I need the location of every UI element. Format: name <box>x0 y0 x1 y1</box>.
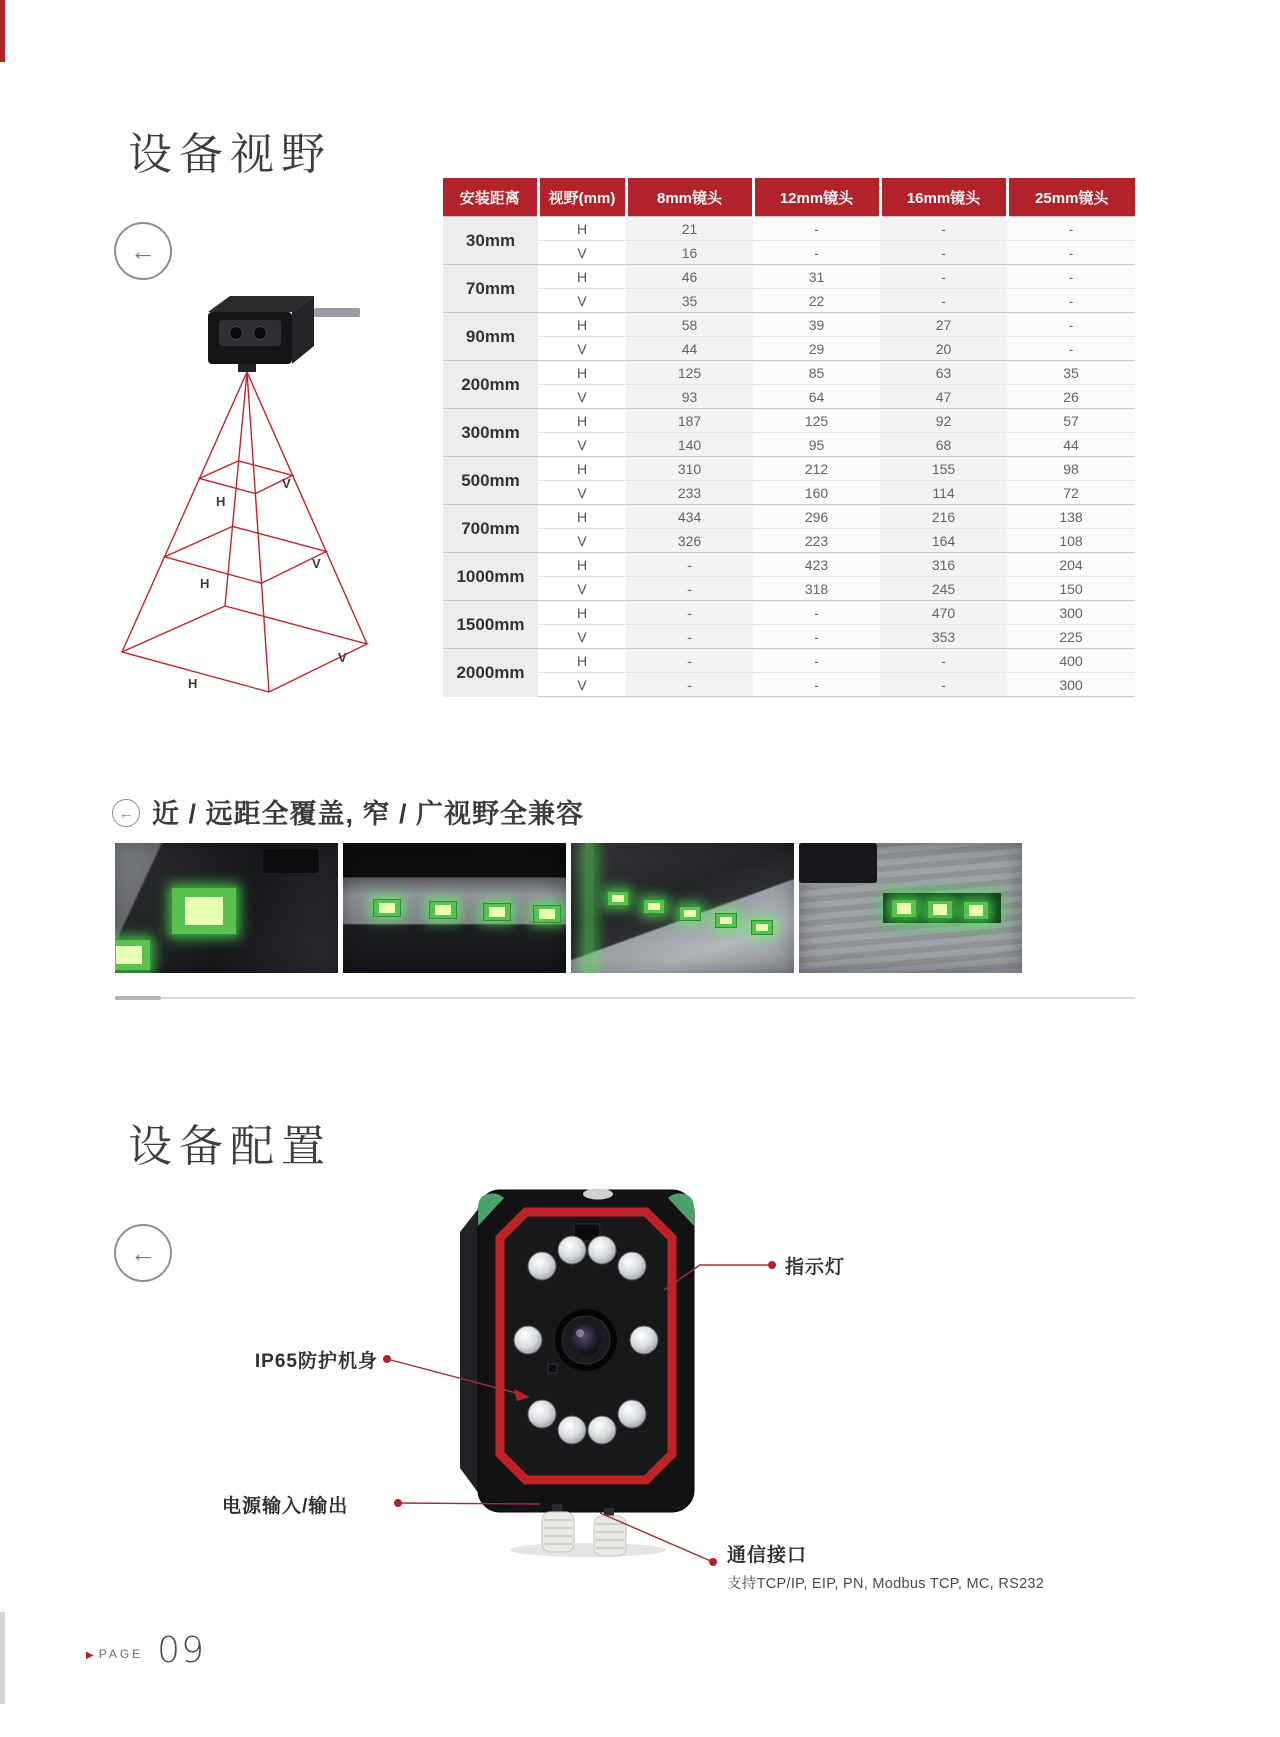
page-footer <box>86 1630 205 1671</box>
comm-callout-dot <box>709 1558 717 1566</box>
fov-value-cell: 125 <box>626 361 753 385</box>
green-target-chip <box>927 900 953 919</box>
green-target-chip <box>751 920 773 935</box>
header-25mm-lens: 25mm镜头 <box>1007 178 1135 217</box>
fov-value-cell: - <box>880 289 1007 313</box>
fov-value-cell: 44 <box>1007 433 1135 457</box>
table-row <box>443 529 1135 553</box>
fov-value-cell: 310 <box>626 457 753 481</box>
fov-value-cell: 326 <box>626 529 753 553</box>
table-row <box>443 505 1135 529</box>
fov-value-cell: 98 <box>1007 457 1135 481</box>
fov-value-cell: 93 <box>626 385 753 409</box>
sample-photo-strip <box>115 843 1022 973</box>
fov-value-cell: 35 <box>626 289 753 313</box>
fov-value-cell: - <box>1007 265 1135 289</box>
table-row <box>443 481 1135 505</box>
top-light <box>583 1189 613 1200</box>
fov-value-cell: 187 <box>626 409 753 433</box>
green-target-chip <box>607 891 629 906</box>
axis-cell: H <box>538 457 626 481</box>
fov-value-cell: 35 <box>1007 361 1135 385</box>
fov-value-cell: 150 <box>1007 577 1135 601</box>
fov-value-cell: 27 <box>880 313 1007 337</box>
fov-value-cell: - <box>1007 241 1135 265</box>
label-h-mid: H <box>200 576 210 591</box>
fov-diagram-svg <box>100 282 420 702</box>
axis-cell: H <box>538 217 626 241</box>
table-row <box>443 625 1135 649</box>
sample-photo-3 <box>571 843 794 973</box>
distance-cell: 2000mm <box>443 649 538 697</box>
table-row <box>443 673 1135 697</box>
axis-cell: H <box>538 313 626 337</box>
fov-value-cell: 400 <box>1007 649 1135 673</box>
fov-value-cell: 47 <box>880 385 1007 409</box>
label-h-near: H <box>216 494 226 509</box>
table-row <box>443 433 1135 457</box>
fov-value-cell: - <box>626 577 753 601</box>
fov-value-cell: - <box>880 241 1007 265</box>
back-arrow-icon <box>114 1224 172 1282</box>
fov-value-cell: 160 <box>753 481 880 505</box>
header-8mm-lens: 8mm镜头 <box>626 178 753 217</box>
fov-value-cell: 95 <box>753 433 880 457</box>
fov-value-cell: - <box>626 553 753 577</box>
fov-value-cell: 300 <box>1007 601 1135 625</box>
label-v-mid: V <box>312 556 321 571</box>
device-render <box>448 1168 708 1558</box>
distance-cell: 90mm <box>443 313 538 361</box>
fov-pyramid-lines <box>122 372 367 692</box>
axis-cell: H <box>538 505 626 529</box>
footer-page-number: 09 <box>157 1630 205 1671</box>
table-row <box>443 457 1135 481</box>
axis-cell: V <box>538 577 626 601</box>
fov-value-cell: 140 <box>626 433 753 457</box>
fov-value-cell: 63 <box>880 361 1007 385</box>
table-row <box>443 265 1135 289</box>
sensor-dot <box>548 1364 557 1373</box>
green-target-chip <box>891 899 917 918</box>
fov-value-cell: 245 <box>880 577 1007 601</box>
axis-cell: H <box>538 409 626 433</box>
axis-cell: V <box>538 625 626 649</box>
page-edge-gray <box>0 1612 5 1704</box>
distance-cell: 70mm <box>443 265 538 313</box>
label-v-far: V <box>338 650 347 665</box>
distance-cell: 1500mm <box>443 601 538 649</box>
distance-cell: 200mm <box>443 361 538 409</box>
fov-value-cell: - <box>753 241 880 265</box>
footer-triangle-icon: ▶ <box>86 1650 94 1661</box>
diagram-camera <box>208 296 360 372</box>
callout-ip65-body: IP65防护机身 <box>254 1351 378 1372</box>
ip65-callout-dot <box>383 1355 391 1363</box>
fov-table <box>443 178 1135 697</box>
fov-value-cell: 85 <box>753 361 880 385</box>
green-target-chip <box>171 887 237 935</box>
distance-cell: 500mm <box>443 457 538 505</box>
callout-power-io: 电源输入/输出 <box>222 1496 349 1517</box>
fov-value-cell: - <box>626 625 753 649</box>
fov-value-cell: - <box>1007 337 1135 361</box>
fov-value-cell: 108 <box>1007 529 1135 553</box>
fov-value-cell: 16 <box>626 241 753 265</box>
axis-cell: H <box>538 553 626 577</box>
fov-value-cell: - <box>880 673 1007 697</box>
axis-cell: H <box>538 601 626 625</box>
green-target-chip <box>679 906 701 921</box>
label-v-near: V <box>282 476 291 491</box>
distance-cell: 300mm <box>443 409 538 457</box>
callout-comm-protocols: 支持TCP/IP, EIP, PN, Modbus TCP, MC, RS232 <box>727 1576 1045 1592</box>
fov-value-cell: 64 <box>753 385 880 409</box>
distance-cell: 1000mm <box>443 553 538 601</box>
table-row <box>443 577 1135 601</box>
distance-cell: 700mm <box>443 505 538 553</box>
axis-cell: V <box>538 241 626 265</box>
page-edge-accent <box>0 0 5 62</box>
fov-value-cell: 423 <box>753 553 880 577</box>
table-row <box>443 217 1135 241</box>
header-install-distance: 安装距离 <box>443 178 538 217</box>
fov-value-cell: 155 <box>880 457 1007 481</box>
front-panel <box>500 1212 672 1480</box>
camera-lens <box>555 1309 617 1371</box>
banner-arrow-icon <box>112 799 140 827</box>
green-target-chip <box>715 913 737 928</box>
config-section-title: 设备配置 <box>128 1122 332 1171</box>
green-target-chip <box>483 903 511 921</box>
sample-photo-4 <box>799 843 1022 973</box>
green-target-chip <box>115 939 151 971</box>
fov-value-cell: 138 <box>1007 505 1135 529</box>
fov-value-cell: - <box>1007 313 1135 337</box>
lens-stub <box>238 364 256 372</box>
table-row <box>443 289 1135 313</box>
fov-value-cell: 125 <box>753 409 880 433</box>
axis-cell: H <box>538 649 626 673</box>
axis-cell: V <box>538 385 626 409</box>
fov-value-cell: - <box>753 625 880 649</box>
fov-value-cell: 57 <box>1007 409 1135 433</box>
header-12mm-lens: 12mm镜头 <box>753 178 880 217</box>
fov-value-cell: - <box>880 649 1007 673</box>
callout-indicator-light: 指示灯 <box>785 1257 846 1278</box>
fov-value-cell: 114 <box>880 481 1007 505</box>
header-16mm-lens: 16mm镜头 <box>880 178 1007 217</box>
fov-value-cell: 223 <box>753 529 880 553</box>
table-row <box>443 337 1135 361</box>
green-target-chip <box>373 899 401 917</box>
fov-value-cell: 22 <box>753 289 880 313</box>
fov-value-cell: 225 <box>1007 625 1135 649</box>
section-divider-cap <box>115 996 161 1000</box>
green-target-chip <box>963 901 989 920</box>
fov-value-cell: 318 <box>753 577 880 601</box>
table-row <box>443 649 1135 673</box>
table-header-row <box>443 178 1135 217</box>
fov-value-cell: 470 <box>880 601 1007 625</box>
fov-section-title: 设备视野 <box>128 130 332 179</box>
fov-value-cell: 58 <box>626 313 753 337</box>
header-fov-mm: 视野(mm) <box>538 178 626 217</box>
diagram-axis-labels <box>188 476 347 691</box>
axis-cell: V <box>538 433 626 457</box>
axis-cell: H <box>538 265 626 289</box>
photo-module <box>263 849 319 873</box>
fov-value-cell: 92 <box>880 409 1007 433</box>
fov-value-cell: 39 <box>753 313 880 337</box>
left-arrow-glyph: ← <box>119 805 133 821</box>
fov-value-cell: 29 <box>753 337 880 361</box>
fov-value-cell: 72 <box>1007 481 1135 505</box>
fov-value-cell: 300 <box>1007 673 1135 697</box>
table-row <box>443 601 1135 625</box>
axis-cell: H <box>538 361 626 385</box>
distance-cell: 30mm <box>443 217 538 265</box>
fov-value-cell: 353 <box>880 625 1007 649</box>
fov-value-cell: 216 <box>880 505 1007 529</box>
fov-value-cell: 68 <box>880 433 1007 457</box>
table-row <box>443 361 1135 385</box>
fov-table-body <box>443 217 1135 697</box>
fov-value-cell: 46 <box>626 265 753 289</box>
fov-value-cell: 233 <box>626 481 753 505</box>
sample-photo-1 <box>115 843 338 973</box>
fov-value-cell: - <box>1007 217 1135 241</box>
fov-value-cell: 316 <box>880 553 1007 577</box>
fov-value-cell: - <box>880 265 1007 289</box>
fov-value-cell: - <box>753 673 880 697</box>
table-row <box>443 385 1135 409</box>
device-render-svg <box>448 1168 708 1558</box>
fov-value-cell: 44 <box>626 337 753 361</box>
photo-module <box>471 847 529 869</box>
fov-value-cell: - <box>753 649 880 673</box>
axis-cell: V <box>538 481 626 505</box>
table-row <box>443 553 1135 577</box>
section-divider <box>115 997 1135 999</box>
green-target-chip <box>429 901 457 919</box>
photo-module <box>799 843 877 883</box>
left-arrow-glyph: ← <box>130 235 156 266</box>
table-row <box>443 241 1135 265</box>
footer-page-label: PAGE <box>98 1647 144 1661</box>
axis-cell: V <box>538 673 626 697</box>
fov-value-cell: 164 <box>880 529 1007 553</box>
fov-value-cell: - <box>880 217 1007 241</box>
table-row <box>443 313 1135 337</box>
fov-diagram <box>100 282 420 702</box>
fov-value-cell: - <box>626 673 753 697</box>
fov-value-cell: 296 <box>753 505 880 529</box>
fov-value-cell: - <box>1007 289 1135 313</box>
fov-value-cell: 26 <box>1007 385 1135 409</box>
banner-caption: 近 / 远距全覆盖, 窄 / 广视野全兼容 <box>152 799 585 829</box>
axis-cell: V <box>538 529 626 553</box>
indicator-callout-dot <box>768 1261 776 1269</box>
power-callout-dot <box>394 1499 402 1507</box>
callout-comm-port: 通信接口 <box>727 1545 808 1566</box>
back-arrow-icon <box>114 222 172 280</box>
fov-value-cell: 31 <box>753 265 880 289</box>
green-glow-bar <box>585 843 593 973</box>
axis-cell: V <box>538 337 626 361</box>
left-arrow-glyph: ← <box>130 1237 156 1268</box>
fov-value-cell: - <box>753 217 880 241</box>
table-row <box>443 409 1135 433</box>
green-target-chip <box>533 905 561 923</box>
fov-value-cell: 204 <box>1007 553 1135 577</box>
fov-value-cell: 434 <box>626 505 753 529</box>
fov-value-cell: - <box>626 649 753 673</box>
photo-module <box>367 849 431 869</box>
fov-value-cell: 212 <box>753 457 880 481</box>
label-h-far: H <box>188 676 198 691</box>
fov-value-cell: 20 <box>880 337 1007 361</box>
axis-cell: V <box>538 289 626 313</box>
fov-value-cell: - <box>753 601 880 625</box>
fov-value-cell: - <box>626 601 753 625</box>
green-target-chip <box>643 899 665 914</box>
fov-value-cell: 21 <box>626 217 753 241</box>
mount-rod <box>314 308 360 317</box>
sample-photo-2 <box>343 843 566 973</box>
